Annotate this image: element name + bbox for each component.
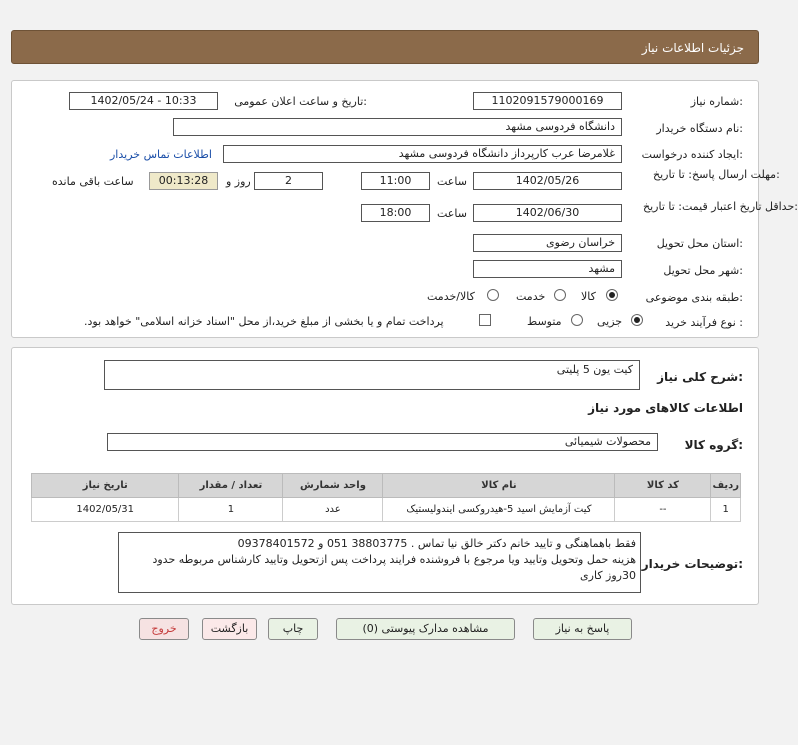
cell-item-code: -- — [615, 498, 711, 522]
treasury-text: پرداخت تمام و یا بخشی از مبلغ خرید،از محل "اسناد خزانه اسلامی" خواهد بود. — [84, 315, 444, 328]
reply-time-label: ساعت — [437, 175, 467, 188]
category-option-service: خدمت — [516, 290, 546, 303]
price-validity-label — [643, 199, 798, 215]
table-row — [32, 498, 741, 522]
goods-table — [31, 473, 741, 522]
reply-deadline-label — [653, 167, 780, 183]
province-field: خراسان رضوی — [473, 234, 622, 252]
buyer-notes-field — [118, 532, 641, 593]
cell-need-date: 1402/05/31 — [32, 498, 179, 522]
reply-time-field: 11:00 — [361, 172, 430, 190]
price-validity-date-field: 1402/06/30 — [473, 204, 622, 222]
buyer-notes-label: توضیحات خریدار: — [641, 557, 743, 571]
announce-label: تاریخ و ساعت اعلان عمومی: — [234, 95, 367, 108]
page-title: جزئیات اطلاعات نیاز — [641, 41, 744, 55]
process-radio-medium[interactable] — [571, 314, 583, 326]
reply-button[interactable]: پاسخ به نیاز — [533, 618, 632, 640]
requester-field: غلامرضا عرب کارپرداز دانشگاه فردوسی مشهد — [223, 145, 622, 163]
process-option-minor: جزیی — [597, 315, 623, 328]
goods-section-title: اطلاعات کالاهای مورد نیاز — [588, 401, 743, 415]
price-validity-time-label: ساعت — [437, 207, 467, 220]
exit-button[interactable]: خروج — [139, 618, 189, 640]
attachments-button[interactable]: مشاهده مدارک پیوستی (0) — [336, 618, 515, 640]
page-header — [11, 30, 759, 64]
city-label: شهر محل تحویل: — [663, 264, 743, 277]
col-unit: واحد شمارش — [283, 474, 383, 498]
category-label: طبقه بندی موضوعی: — [645, 291, 743, 304]
goods-group-label: گروه کالا: — [684, 438, 743, 452]
goods-group-field: محصولات شیمیائی — [107, 433, 658, 451]
province-label: استان محل تحویل: — [656, 237, 743, 250]
requester-label: ایجاد کننده درخواست: — [641, 148, 743, 161]
process-label: نوع فرآیند خرید : — [665, 316, 743, 329]
process-option-medium: متوسط — [527, 315, 562, 328]
buyer-notes-line-2: هزینه حمل وتحویل وتایید ویا مرجوع با فروشنده فرایند پرداخت پس ازتحویل وتایید کارشناس مربوطه حدود 30روز کاری — [152, 553, 636, 582]
cell-item-name: کیت آزمایش اسید 5-هیدروکسی ایندولیستیک — [383, 498, 615, 522]
col-item-code: کد کالا — [615, 474, 711, 498]
cell-row-number: 1 — [711, 498, 741, 522]
cell-unit: عدد — [283, 498, 383, 522]
remaining-label: ساعت باقی مانده — [52, 175, 134, 188]
need-number-field: 1102091579000169 — [473, 92, 622, 110]
reply-date-field: 1402/05/26 — [473, 172, 622, 190]
summary-field: کیت یون 5 پلیتی — [104, 360, 640, 390]
reply-deadline-label-text: مهلت ارسال پاسخ: تا تاریخ: — [653, 168, 780, 181]
category-radio-goods[interactable] — [606, 289, 618, 301]
contact-buyer-link[interactable]: اطلاعات تماس خریدار — [110, 148, 212, 161]
announce-field: 1402/05/24 - 10:33 — [69, 92, 218, 110]
col-row-number: ردیف — [711, 474, 741, 498]
days-label: روز و — [226, 175, 251, 188]
category-option-goods: کالا — [581, 290, 596, 303]
need-number-label: شماره نیاز: — [690, 95, 743, 108]
category-radio-goods-service[interactable] — [487, 289, 499, 301]
category-option-goods-service: کالا/خدمت — [427, 290, 475, 303]
process-radio-minor[interactable] — [631, 314, 643, 326]
col-quantity: تعداد / مقدار — [179, 474, 283, 498]
col-item-name: نام کالا — [383, 474, 615, 498]
category-radio-service[interactable] — [554, 289, 566, 301]
print-button[interactable]: چاپ — [268, 618, 318, 640]
city-field: مشهد — [473, 260, 622, 278]
buyer-org-field: دانشگاه فردوسی مشهد — [173, 118, 622, 136]
price-validity-label-text: حداقل تاریخ اعتبار قیمت: تا تاریخ: — [643, 200, 798, 213]
remaining-time-field: 00:13:28 — [149, 172, 218, 190]
col-need-date: تاریخ نیاز — [32, 474, 179, 498]
buyer-notes-line-1: فقط باهماهنگی و تایید خانم دکتر خالق نیا تماس . 38803775 051 و 09378401572 — [237, 537, 636, 550]
treasury-checkbox[interactable] — [479, 314, 491, 326]
reply-days-field: 2 — [254, 172, 323, 190]
price-validity-time-field: 18:00 — [361, 204, 430, 222]
goods-table-header — [32, 474, 741, 498]
summary-label: شرح کلی نیاز: — [657, 370, 743, 384]
cell-quantity: 1 — [179, 498, 283, 522]
back-button[interactable]: بازگشت — [202, 618, 257, 640]
buyer-org-label: نام دستگاه خریدار: — [656, 122, 743, 135]
